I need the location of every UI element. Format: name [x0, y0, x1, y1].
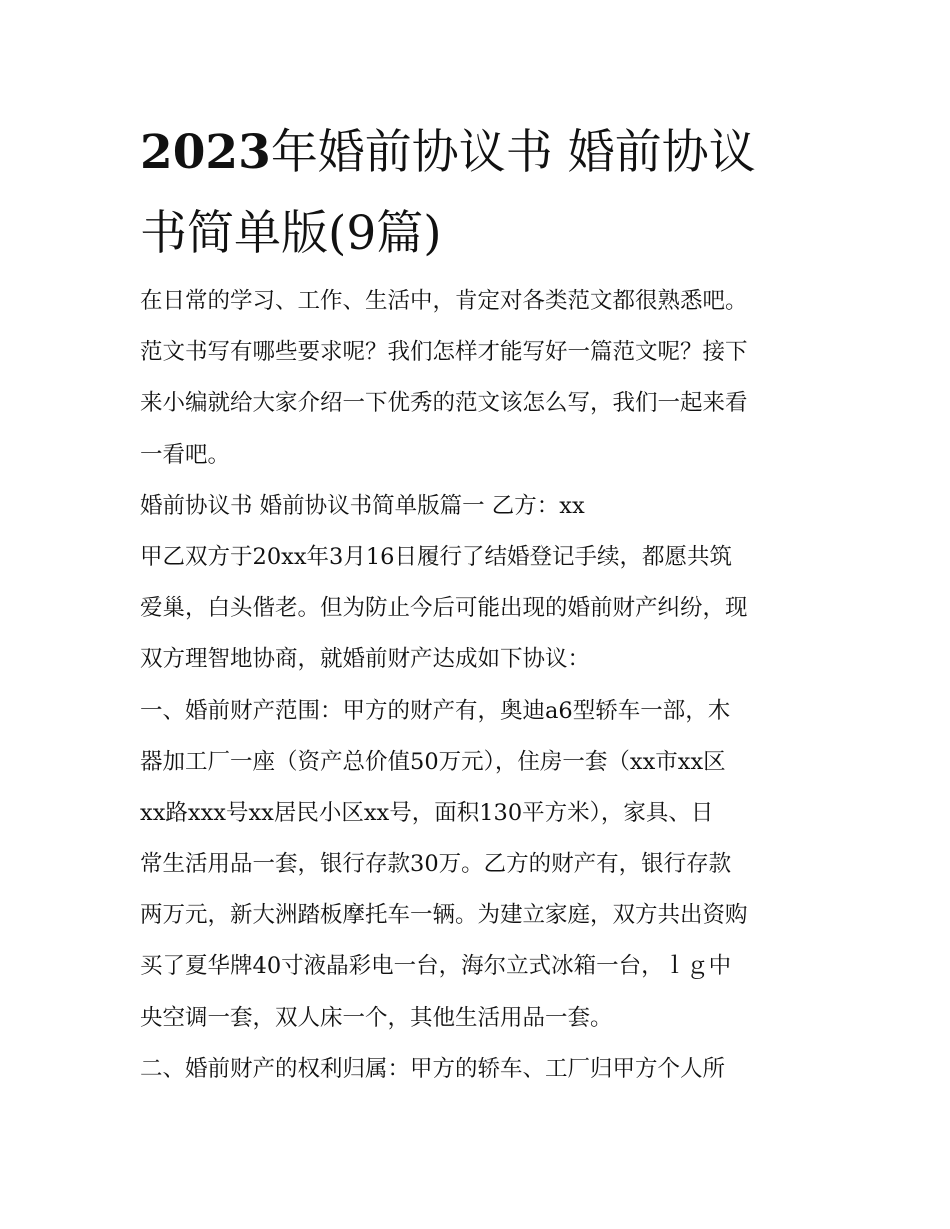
body-line: xx路xxx号xx居民小区xx号，面积130平方米），家具、日 — [140, 799, 714, 826]
body-line: 央空调一套，双人床一个，其他生活用品一套。 — [140, 1004, 613, 1031]
title-line-2: 书简单版(9篇) — [140, 206, 442, 261]
body-line: 一看吧。 — [140, 441, 231, 468]
body-line: 常生活用品一套，银行存款30万。乙方的财产有，银行存款 — [140, 851, 732, 878]
body-line: 甲乙双方于20xx年3月16日履行了结婚登记手续，都愿共筑 — [140, 543, 732, 570]
body-line: 双方理智地协商，就婚前财产达成如下协议： — [140, 646, 591, 673]
body-line: 来小编就给大家介绍一下优秀的范文该怎么写，我们一起来看 — [140, 390, 748, 417]
section-heading: 婚前协议书 婚前协议书简单版篇一 乙方：xx — [140, 492, 585, 519]
body-line: 爱巢，白头偕老。但为防止今后可能出现的婚前财产纠纷，现 — [140, 595, 748, 622]
document-body — [140, 276, 812, 1095]
body-line: 二、婚前财产的权利归属：甲方的轿车、工厂归甲方个人所 — [140, 1055, 726, 1082]
body-line: 一、婚前财产范围：甲方的财产有，奥迪a6型轿车一部，木 — [140, 697, 731, 724]
body-line: 器加工厂一座（资产总价值50万元），住房一套（xx市xx区 — [140, 748, 726, 775]
body-line: 两万元，新大洲踏板摩托车一辆。为建立家庭，双方共出资购 — [140, 902, 748, 929]
body-line: 买了夏华牌40寸液晶彩电一台，海尔立式冰箱一台，ｌｇ中 — [140, 953, 732, 980]
body-line: 在日常的学习、工作、生活中，肯定对各类范文都很熟悉吧。 — [140, 288, 748, 314]
body-line: 范文书写有哪些要求呢？我们怎样才能写好一篇范文呢？接下 — [140, 339, 748, 366]
title-year: 2023 — [140, 125, 271, 180]
title-line-1: 年婚前协议书 婚前协议 — [270, 125, 756, 180]
document-title — [140, 112, 820, 274]
